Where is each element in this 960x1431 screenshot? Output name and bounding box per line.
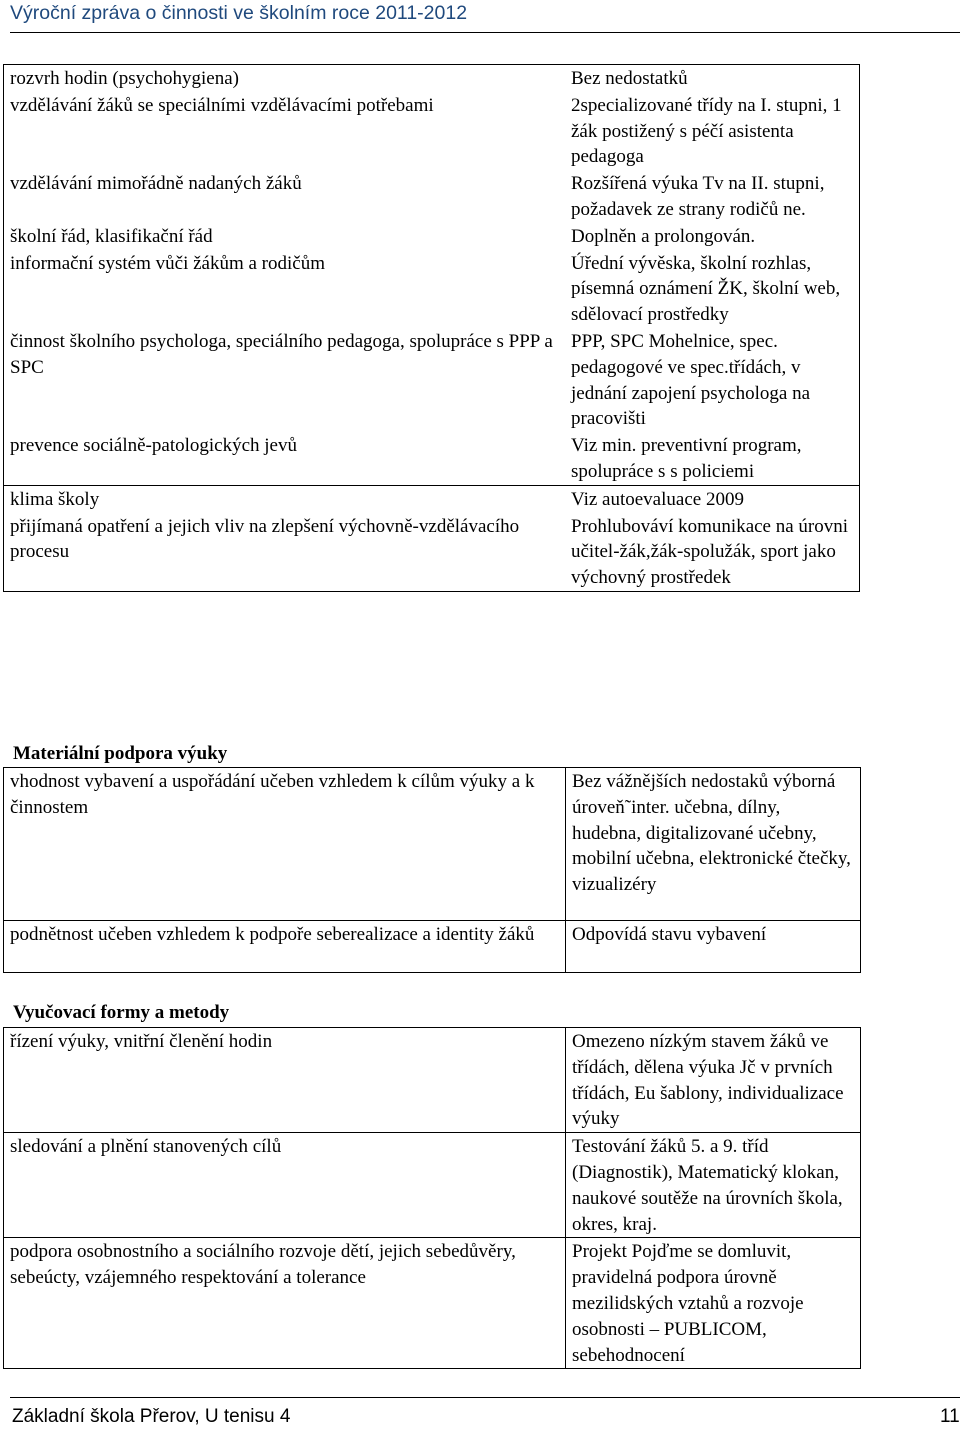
row-value: Rozšířená výuka Tv na II. stupni, požadavek ze strany rodičů ne. — [565, 170, 860, 223]
section-heading-teaching-methods: Vyučovací formy a metody — [13, 1002, 230, 1023]
table-row — [4, 1028, 861, 1133]
row-value: Testování žáků 5. a 9. tříd (Diagnostik), Matematický klokan, naukové soutěže na úrovních škola, okres, kraj. — [566, 1133, 861, 1238]
table-row — [4, 513, 860, 592]
row-label: sledování a plnění stanovených cílů — [4, 1133, 566, 1238]
footer-divider — [10, 1397, 960, 1398]
table-row — [4, 223, 860, 250]
row-label: vzdělávání žáků se speciálními vzdělávacími potřebami — [4, 92, 566, 170]
row-label: klima školy — [4, 485, 566, 512]
row-label: vzdělávání mimořádně nadaných žáků — [4, 170, 566, 223]
row-value: Doplněn a prolongován. — [565, 223, 860, 250]
row-value: Prohlubováví komunikace na úrovni učitel-žák,žák-spolužák, sport jako výchovný prostředek — [565, 513, 860, 592]
row-value: 2specializované třídy na I. stupni, 1 žák postižený s péčí asistenta pedagoga — [565, 92, 860, 170]
row-value: Bez nedostatků — [565, 65, 860, 92]
table-row — [4, 65, 860, 92]
row-label: rozvrh hodin (psychohygiena) — [4, 65, 566, 92]
row-value: Projekt Pojďme se domluvit, pravidelná podpora úrovně mezilidských vztahů a rozvoje osobnosti – PUBLICOM, sebehodnocení — [566, 1238, 861, 1369]
table-row — [4, 768, 861, 921]
row-value: Viz min. preventivní program, spolupráce s s policiemi — [565, 432, 860, 485]
table-row — [4, 921, 861, 973]
table-row — [4, 250, 860, 328]
row-value: Úřední vývěska, školní rozhlas, písemná oznámení ŽK, školní web, sdělovací prostředky — [565, 250, 860, 328]
table-row — [4, 1133, 861, 1238]
row-label: prevence sociálně-patologických jevů — [4, 432, 566, 485]
teaching-methods-table — [3, 1027, 861, 1369]
table-row — [4, 92, 860, 170]
row-value: Viz autoevaluace 2009 — [565, 485, 860, 512]
table-row — [4, 328, 860, 432]
footer-page-number: 11 — [940, 1406, 960, 1427]
row-label: podpora osobnostního a sociálního rozvoje dětí, jejich sebedůvěry, sebeúcty, vzájemného respektování a tolerance — [4, 1238, 566, 1369]
material-support-table — [3, 767, 861, 973]
row-label: školní řád, klasifikační řád — [4, 223, 566, 250]
row-label: informační systém vůči žákům a rodičům — [4, 250, 566, 328]
table-row — [4, 432, 860, 485]
row-value: PPP, SPC Mohelnice, spec. pedagogové ve spec.třídách, v jednání zapojení psychologa na pracovišti — [565, 328, 860, 432]
header-divider — [10, 32, 960, 33]
school-activity-table — [3, 64, 860, 592]
footer-school-name: Základní škola Přerov, U tenisu 4 — [12, 1406, 291, 1427]
table-row — [4, 170, 860, 223]
row-label: vhodnost vybavení a uspořádání učeben vzhledem k cílům výuky a k činnostem — [4, 768, 566, 921]
row-value: Bez vážnějších nedostaků výborná úroveň˜inter. učebna, dílny, hudebna, digitalizované učebny, mobilní učebna, elektronické čtečky, vizualizéry — [566, 768, 861, 921]
row-value: Odpovídá stavu vybavení — [566, 921, 861, 973]
table-row — [4, 1238, 861, 1369]
row-label: podnětnost učeben vzhledem k podpoře seberealizace a identity žáků — [4, 921, 566, 973]
row-label: přijímaná opatření a jejich vliv na zlepšení výchovně-vzdělávacího procesu — [4, 513, 566, 592]
table-row — [4, 485, 860, 512]
row-value: Omezeno nízkým stavem žáků ve třídách, dělena výuka Jč v prvních třídách, Eu šablony, individualizace výuky — [566, 1028, 861, 1133]
document-header-title: Výroční zpráva o činnosti ve školním roce 2011-2012 — [10, 2, 468, 24]
row-label: řízení výuky, vnitřní členění hodin — [4, 1028, 566, 1133]
row-label: činnost školního psychologa, speciálního pedagoga, spolupráce s PPP a SPC — [4, 328, 566, 432]
section-heading-material-support: Materiální podpora výuky — [13, 743, 228, 764]
